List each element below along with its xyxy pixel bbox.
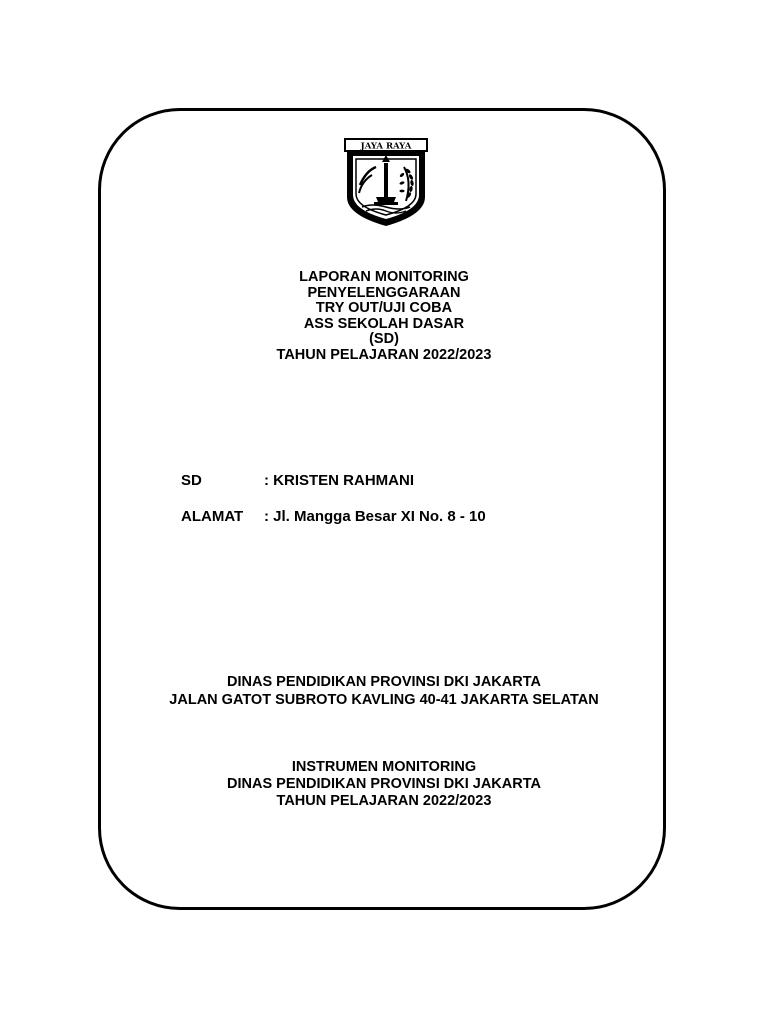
jaya-raya-emblem-icon (342, 137, 430, 229)
title-line: TRY OUT/UJI COBA (315, 300, 453, 317)
instrument-title: INSTRUMEN MONITORING (291, 759, 477, 775)
instrument-block (0, 759, 768, 810)
instrument-office: DINAS PENDIDIKAN PROVINSI DKI JAKARTA (227, 776, 541, 792)
alamat-label: ALAMAT (181, 508, 244, 525)
instrument-year: TAHUN PELAJARAN 2022/2023 (276, 793, 492, 809)
sd-label: SD (181, 472, 202, 489)
emblem-banner-text: JAYA RAYA (360, 141, 412, 152)
alamat-value: : Jl. Mangga Besar XI No. 8 - 10 (264, 508, 486, 525)
office-block (0, 674, 768, 709)
title-line: (SD) (369, 331, 399, 348)
title-line: TAHUN PELAJARAN 2022/2023 (276, 346, 492, 363)
document-title (0, 270, 768, 364)
title-line: PENYELENGGARAAN (307, 284, 461, 301)
office-address: JALAN GATOT SUBROTO KAVLING 40-41 JAKARTA SELATAN (169, 691, 599, 708)
title-line: LAPORAN MONITORING (299, 269, 469, 285)
sd-value: : KRISTEN RAHMANI (264, 472, 414, 489)
title-line: ASS SEKOLAH DASAR (303, 315, 465, 332)
office-name: DINAS PENDIDIKAN PROVINSI DKI JAKARTA (227, 674, 541, 690)
